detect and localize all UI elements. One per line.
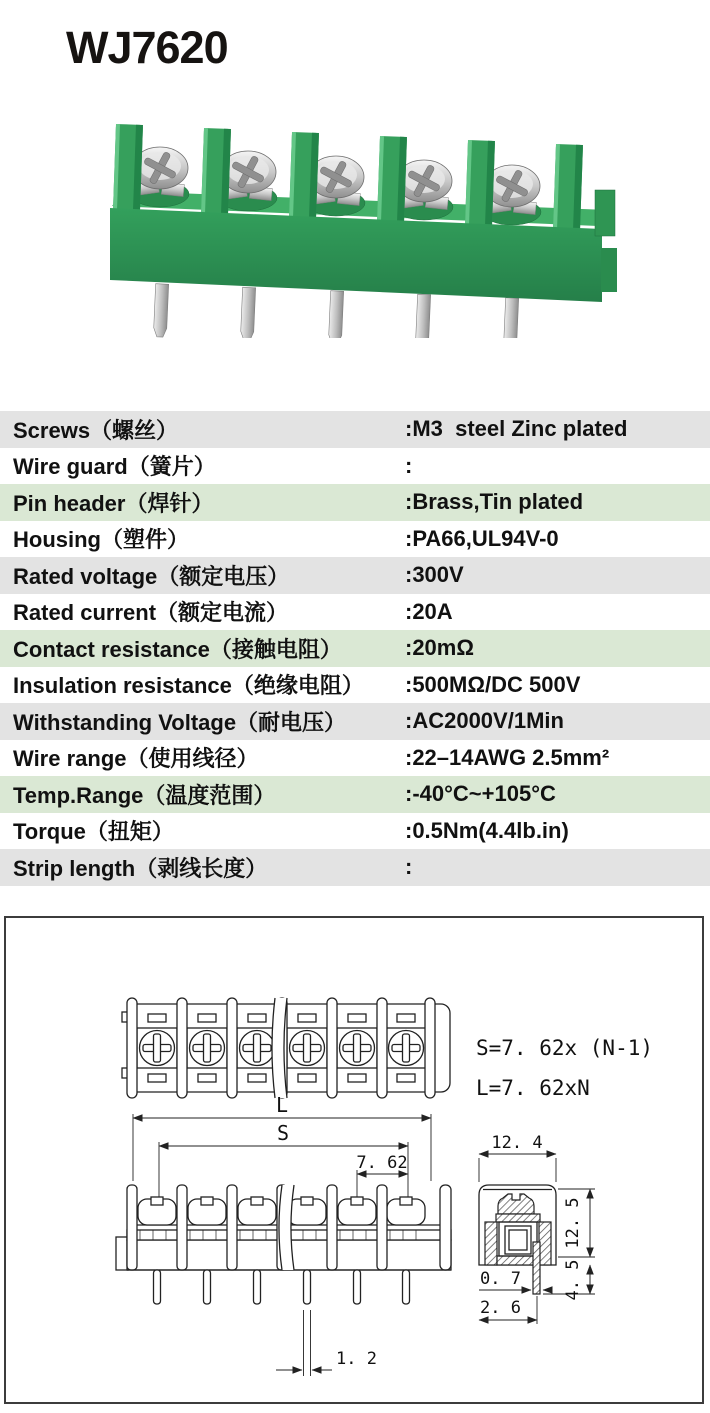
spec-label: Temp.Range（温度范围） (13, 782, 276, 808)
spec-row (0, 411, 710, 448)
svg-text:4. 5: 4. 5 (563, 1259, 583, 1301)
product-photo (98, 98, 623, 338)
spec-row (0, 776, 710, 813)
spec-value: :Brass,Tin plated (405, 489, 584, 515)
spec-value: :0.5Nm(4.4lb.in) (405, 817, 569, 843)
pin-section (533, 1242, 540, 1294)
pitch-formula-s: S=7. 62x (N-1) (476, 1036, 654, 1060)
spec-row (0, 703, 710, 740)
spec-label: Contact resistance（接触电阻） (13, 636, 342, 662)
svg-text:S: S (276, 1121, 290, 1145)
spec-value: :-40°C~+105°C (405, 781, 556, 807)
spec-label: Torque（扭矩） (13, 819, 174, 845)
dim-pin-length (543, 1260, 595, 1301)
spec-value: :20A (405, 598, 453, 624)
spec-value: :500MΩ/DC 500V (405, 671, 581, 697)
spec-value: :M3 steel Zinc plated (405, 416, 628, 442)
spec-row (0, 740, 710, 777)
terminal-block-photo-svg (98, 98, 623, 338)
pitch-formula-l: L=7. 62xN (476, 1076, 590, 1100)
dim-body-width (479, 1133, 556, 1182)
spec-row (0, 484, 710, 521)
spec-label: Wire range（使用线径） (13, 746, 259, 772)
spec-label: Insulation resistance（绝缘电阻） (13, 673, 364, 699)
spec-row (0, 557, 710, 594)
spec-label: Housing（塑件） (13, 527, 189, 553)
spec-value: :PA66,UL94V-0 (405, 525, 559, 551)
svg-text:12. 5: 12. 5 (563, 1197, 583, 1249)
dim-body-height (558, 1189, 595, 1257)
plan-view (122, 998, 450, 1098)
spec-row (0, 448, 710, 485)
spec-row (0, 813, 710, 850)
front-view (116, 1185, 451, 1304)
dim-pin-offset (479, 1296, 537, 1324)
spec-value: :300V (405, 562, 464, 588)
technical-drawing-svg (6, 918, 702, 1402)
svg-text:12. 4: 12. 4 (491, 1133, 543, 1153)
spec-row (0, 521, 710, 558)
spec-value: :22–14AWG 2.5mm² (405, 744, 610, 770)
page-title: WJ7620 (66, 22, 228, 73)
svg-text:2. 6: 2. 6 (480, 1298, 521, 1318)
spec-row (0, 594, 710, 631)
technical-drawing-box (4, 916, 704, 1404)
spec-label: Rated voltage（额定电压） (13, 563, 290, 589)
svg-text:L: L (275, 1093, 289, 1117)
dim-pin-width (276, 1310, 377, 1376)
right-mount-tab-upper (595, 190, 615, 236)
spec-row (0, 667, 710, 704)
dim-pin-thickness (479, 1269, 552, 1290)
spec-label: Strip length（剥线长度） (13, 855, 268, 881)
svg-text:0. 7: 0. 7 (480, 1269, 521, 1289)
svg-text:1. 2: 1. 2 (336, 1349, 377, 1369)
spec-table (0, 411, 710, 886)
spec-row (0, 630, 710, 667)
spec-label: Screws（螺丝） (13, 417, 179, 443)
svg-text:7. 62: 7. 62 (356, 1153, 408, 1173)
spec-value: :20mΩ (405, 635, 474, 661)
spec-label: Rated current（额定电流） (13, 600, 289, 626)
spec-label: Wire guard（簧片） (13, 454, 216, 480)
spec-value: : (405, 854, 413, 880)
spec-row (0, 849, 710, 886)
spec-value: :AC2000V/1Min (405, 708, 564, 734)
right-mount-tab-lower (601, 248, 617, 292)
spec-label: Withstanding Voltage（耐电压） (13, 709, 347, 735)
spec-value: : (405, 452, 413, 478)
spec-label: Pin header（焊针） (13, 490, 214, 516)
